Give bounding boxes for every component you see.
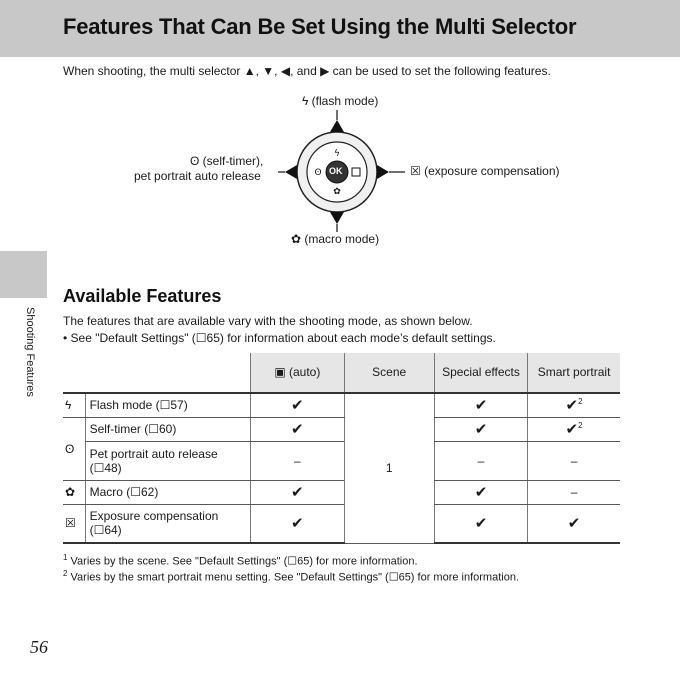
pet-portrait-label: pet portrait auto release <box>134 169 261 183</box>
arrow-right <box>377 165 389 179</box>
cell-special: ✔ <box>434 504 527 543</box>
section-heading: Available Features <box>63 286 222 306</box>
ok-label: OK <box>329 166 343 176</box>
section-body: The features that are available vary with the shooting mode, as shown below. <box>63 314 473 328</box>
arrow-up <box>330 120 344 132</box>
table-row <box>63 504 620 543</box>
svg-text:ʘ: ʘ <box>314 168 322 178</box>
cell-smart: – <box>528 480 620 504</box>
exposure-compensation-label: ☒ (exposure compensation) <box>410 164 560 178</box>
cell-smart: ✔$^2$ <box>528 417 620 441</box>
footnote-2-mark: 2 <box>63 569 68 578</box>
cell-special: ✔ <box>434 393 527 417</box>
cell-special: ✔ <box>434 480 527 504</box>
side-tab-label: Shooting Features <box>24 307 36 397</box>
feature-name: Macro (☐62) <box>85 480 251 504</box>
header-auto: ▣ (auto) <box>251 353 344 393</box>
footnote-mark: 2 <box>578 421 583 430</box>
arrow-left <box>285 165 297 179</box>
exposure-icon: ☒ <box>63 504 85 543</box>
side-tab <box>0 251 47 298</box>
cell-special: ✔ <box>434 417 527 441</box>
flash-icon: ϟ <box>63 393 85 417</box>
cell-smart: ✔$^2$ <box>528 393 620 417</box>
table-row <box>63 441 620 480</box>
cell-auto: ✔ <box>251 393 344 417</box>
arrow-down <box>330 212 344 224</box>
feature-name: Flash mode (☐57) <box>85 393 251 417</box>
page-number: 56 <box>30 637 48 657</box>
header-smart-portrait: Smart portrait <box>528 353 620 393</box>
section-bullet: • See "Default Settings" (☐65) for information about each mode’s default settings. <box>63 331 496 345</box>
self-timer-label: ʘ (self-timer), <box>190 154 264 168</box>
cell-auto: ✔ <box>251 480 344 504</box>
features-table <box>63 353 620 544</box>
table-row <box>63 480 620 504</box>
footnote-1 <box>63 553 418 568</box>
svg-text:✿: ✿ <box>333 187 341 197</box>
flash-mode-label: ϟ (flash mode) <box>302 94 379 108</box>
table-row <box>63 417 620 441</box>
intro-text: When shooting, the multi selector ▲, ▼, ◀, and ▶ can be used to set the following features. <box>63 64 551 78</box>
cell-smart: ✔ <box>528 504 620 543</box>
svg-text:ϟ: ϟ <box>334 149 340 159</box>
cell-smart: – <box>528 441 620 480</box>
header-scene: Scene <box>344 353 434 393</box>
cell-scene: 1 <box>344 393 434 543</box>
cell-auto: ✔ <box>251 417 344 441</box>
macro-mode-label: ✿ (macro mode) <box>291 232 380 246</box>
cell-auto: ✔ <box>251 504 344 543</box>
footnote-2 <box>63 569 519 584</box>
page-title: Features That Can Be Set Using the Multi Selector <box>63 14 577 39</box>
footnote-1-text: Varies by the scene. See "Default Settings" (☐65) for more information. <box>70 555 418 568</box>
feature-name: Pet portrait auto release (☐48) <box>85 441 251 480</box>
cell-auto: – <box>251 441 344 480</box>
footnote-2-text: Varies by the smart portrait menu setting. See "Default Settings" (☐65) for more information. <box>70 571 520 584</box>
cell-special: – <box>434 441 527 480</box>
table-row <box>63 393 620 417</box>
footnote-1-mark: 1 <box>63 553 68 562</box>
self-timer-icon: ʘ <box>63 417 85 480</box>
macro-icon: ✿ <box>63 480 85 504</box>
table-corner <box>63 353 251 393</box>
multi-selector-diagram <box>0 0 680 260</box>
header-special-effects: Special effects <box>434 353 527 393</box>
feature-name: Exposure compensation (☐64) <box>85 504 251 543</box>
feature-name: Self-timer (☐60) <box>85 417 251 441</box>
footnote-mark: 2 <box>578 397 583 407</box>
